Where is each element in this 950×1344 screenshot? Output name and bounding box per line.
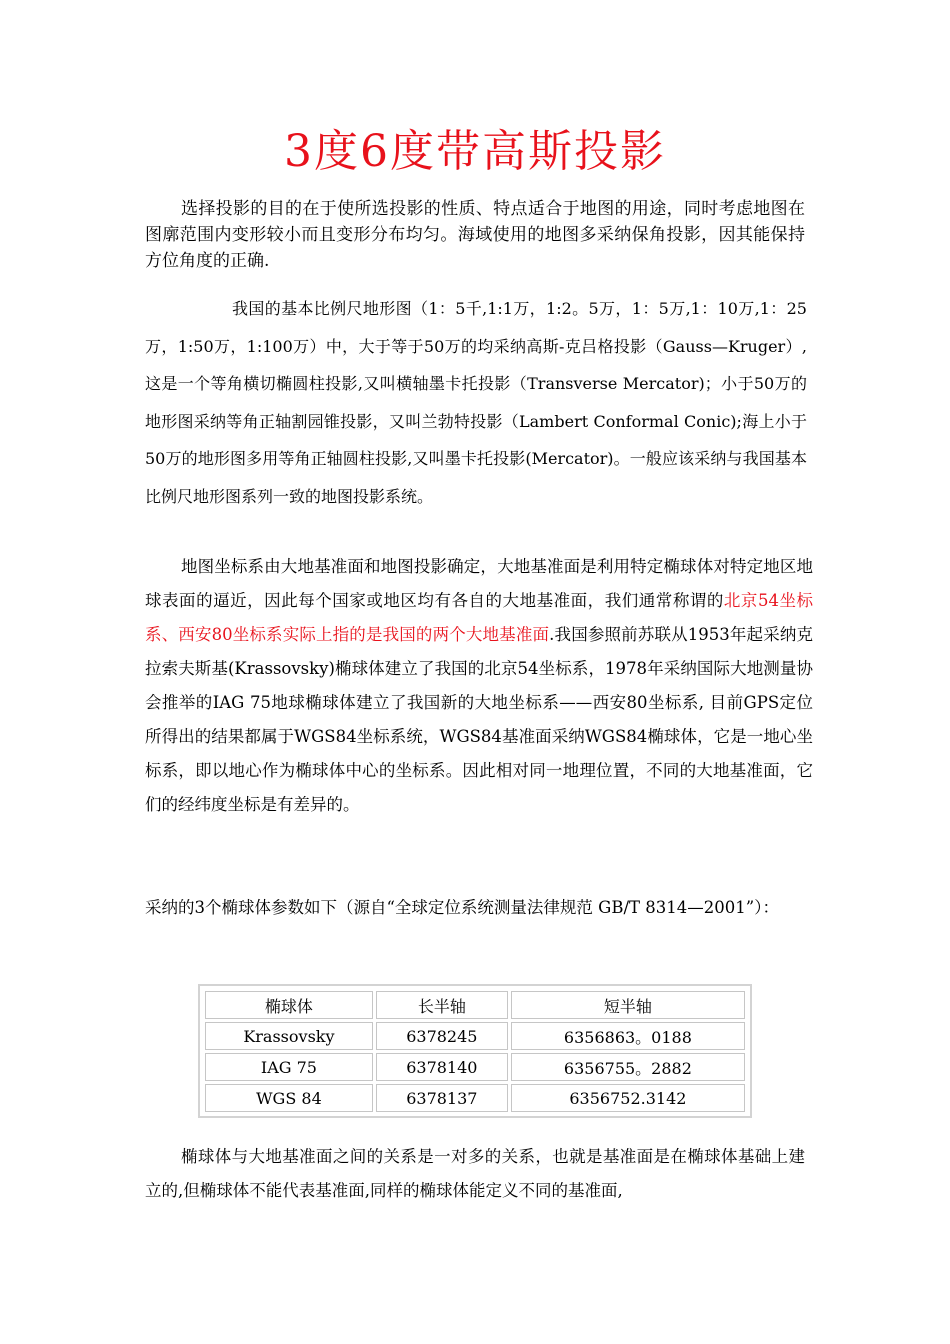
ellipsoid-table-frame (198, 984, 752, 1118)
paragraph-projection-purpose: 选择投影的目的在于使所选投影的性质、特点适合于地图的用途，同时考虑地图在图廓范围内变形较小而且变形分布均匀。海域使用的地图多采纳保角投影，因其能保持方位角度的正确. (145, 199, 805, 271)
table-cell: 6356755。2882 (511, 1053, 745, 1081)
paragraph-coordinate-systems-part2: .我国参照前苏联从1953年起采纳克拉索夫斯基(Krassovsky)椭球体建立了我国的北京54坐标系，1978年采纳国际大地测量协会推举的IAG 75地球椭球体建立了我国新的大地坐标系——西安80坐标系, 目前GPS定位所得出的结果都属于WGS84坐标系统，WGS84基准面采纳WGS84椭球体，它是一地心坐标系，即以地心作为椭球体中心的坐标系。因此相对同一地理位置，不同的大地基准面，它们的经纬度坐标是有差异的。 (145, 625, 813, 814)
table-row (205, 1084, 745, 1112)
table-cell: 6378245 (376, 1022, 508, 1050)
paragraph-ellipsoid-datum-relation: 椭球体与大地基准面之间的关系是一对多的关系，也就是基准面是在椭球体基础上建立的,但椭球体不能代表基准面,同样的椭球体能定义不同的基准面, (145, 1147, 805, 1200)
table-cell: Krassovsky (205, 1022, 373, 1050)
table-cell: 6378137 (376, 1084, 508, 1112)
table-row (205, 1022, 745, 1050)
ellipsoid-parameters-table (202, 988, 748, 1115)
table-header-cell: 长半轴 (376, 991, 508, 1019)
table-cell: 6378140 (376, 1053, 508, 1081)
table-cell: WGS 84 (205, 1084, 373, 1112)
table-header-cell: 短半轴 (511, 991, 745, 1019)
table-cell: IAG 75 (205, 1053, 373, 1081)
paragraph-coordinate-systems (145, 550, 813, 822)
table-header-cell: 椭球体 (205, 991, 373, 1019)
paragraph-ellipsoid-intro: 采纳的3个椭球体参数如下（源自“全球定位系统测量法律规范 GB/T 8314—2001”）： (145, 898, 779, 917)
page-title: 3度6度带高斯投影 (284, 126, 666, 177)
paragraph-basic-scale-maps: 我国的基本比例尺地形图（1：5千,1:1万，1:2。5万，1：5万,1：10万,1：25万，1:50万，1:100万）中，大于等于50万的均采纳高斯-克吕格投影（Gauss—Kruger）,这是一个等角横切椭圆柱投影,又叫横轴墨卡托投影（Transverse Mercator)；小于50万的地形图采纳等角正轴割园锥投影，又叫兰勃特投影（Lambert Conformal Conic);海上小于50万的地形图多用等角正轴圆柱投影,又叫墨卡托投影(Mercator)。一般应该采纳与我国基本比例尺地形图系列一致的地图投影系统。 (145, 299, 807, 506)
highlighted-text: 北京54坐标系、西安80坐标系实际上指的是我国的两个大地基准面 (145, 591, 814, 644)
paragraph-coordinate-systems-part1: 地图坐标系由大地基准面和地图投影确定，大地基准面是利用特定椭球体对特定地区地球表面的逼近，因此每个国家或地区均有各自的大地基准面，我们通常称谓的 (145, 557, 813, 610)
table-row (205, 1053, 745, 1081)
table-cell: 6356752.3142 (511, 1084, 745, 1112)
table-header-row (205, 991, 745, 1019)
table-cell: 6356863。0188 (511, 1022, 745, 1050)
